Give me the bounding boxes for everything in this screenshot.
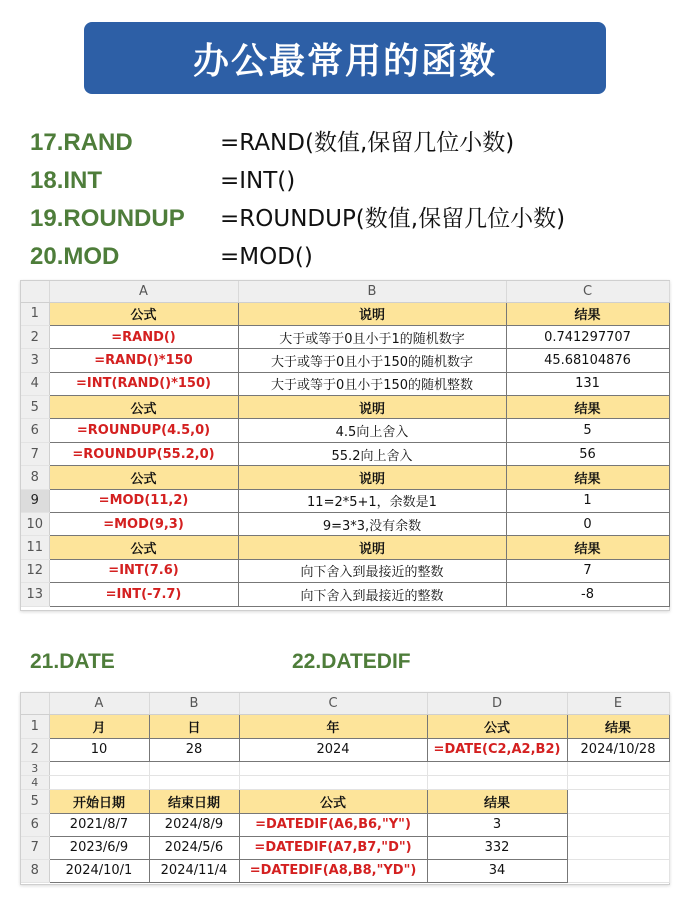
column-header[interactable]: B — [149, 693, 239, 714]
cell-start-date[interactable]: 2024/10/1 — [49, 859, 149, 882]
row-header[interactable]: 12 — [21, 559, 49, 582]
table-row — [21, 583, 669, 606]
cell-formula[interactable]: =DATEDIF(A8,B8,"YD") — [239, 859, 427, 882]
cell-result[interactable]: 5 — [506, 419, 669, 442]
cell-description[interactable]: 向下舍入到最接近的整数 — [238, 583, 506, 606]
cell-formula[interactable]: =INT(RAND()*150) — [49, 372, 238, 395]
header-cell-day[interactable]: 日 — [149, 714, 239, 738]
header-cell-description[interactable]: 说明 — [238, 536, 506, 559]
row-header[interactable]: 6 — [21, 419, 49, 442]
table-row — [21, 738, 669, 761]
row-header[interactable]: 7 — [21, 836, 49, 859]
cell-formula[interactable]: =MOD(11,2) — [49, 489, 238, 512]
table-row — [21, 836, 669, 859]
cell-month[interactable]: 10 — [49, 738, 149, 761]
column-header[interactable]: D — [427, 693, 567, 714]
title-banner — [84, 22, 606, 94]
row-header[interactable]: 6 — [21, 813, 49, 836]
cell-formula[interactable]: =ROUNDUP(4.5,0) — [49, 419, 238, 442]
header-cell-result[interactable]: 结果 — [506, 396, 669, 419]
row-header[interactable]: 3 — [21, 349, 49, 372]
function-name: 18.INT — [30, 167, 103, 194]
table-row — [21, 372, 669, 395]
cell-formula[interactable]: =DATEDIF(A7,B7,"D") — [239, 836, 427, 859]
table-row — [21, 349, 669, 372]
cell-result[interactable]: 1 — [506, 489, 669, 512]
cell-description[interactable]: 4.5向上舍入 — [238, 419, 506, 442]
cell-result[interactable]: 332 — [427, 836, 567, 859]
cell-result[interactable]: 2024/10/28 — [567, 738, 669, 761]
table-row — [21, 761, 669, 775]
function-name: 20.MOD — [30, 243, 120, 270]
row-header[interactable]: 5 — [21, 789, 49, 813]
spreadsheet-functions — [20, 280, 670, 611]
cell-result[interactable]: -8 — [506, 583, 669, 606]
cell-day[interactable]: 28 — [149, 738, 239, 761]
header-cell-description[interactable]: 说明 — [238, 302, 506, 325]
cell-description[interactable]: 向下舍入到最接近的整数 — [238, 559, 506, 582]
header-cell-result[interactable]: 结果 — [506, 302, 669, 325]
row-header[interactable]: 2 — [21, 325, 49, 348]
function-line-mod — [0, 240, 690, 274]
table-row — [21, 859, 669, 882]
sheet2-table — [21, 693, 670, 883]
header-row — [21, 396, 669, 419]
header-cell-description[interactable]: 说明 — [238, 466, 506, 489]
cell-formula[interactable]: =RAND() — [49, 325, 238, 348]
cell-end-date[interactable]: 2024/8/9 — [149, 813, 239, 836]
cell-year[interactable]: 2024 — [239, 738, 427, 761]
empty-cell[interactable] — [567, 789, 669, 813]
cell-result[interactable]: 56 — [506, 442, 669, 465]
spreadsheet-dates — [20, 692, 670, 885]
cell-result[interactable]: 3 — [427, 813, 567, 836]
section-title-date: 21.DATE — [30, 650, 115, 673]
header-row — [21, 466, 669, 489]
function-syntax: =INT() — [220, 168, 296, 194]
function-line-roundup — [0, 202, 690, 236]
row-header[interactable]: 1 — [21, 714, 49, 738]
column-header[interactable]: B — [238, 281, 506, 302]
table-row — [21, 325, 669, 348]
column-header[interactable]: E — [567, 693, 669, 714]
empty-cell[interactable] — [149, 775, 239, 789]
empty-cell[interactable] — [149, 761, 239, 775]
row-header[interactable]: 9 — [21, 489, 49, 512]
table-row — [21, 489, 669, 512]
corner-cell[interactable] — [21, 281, 49, 302]
header-cell-formula[interactable]: 公式 — [49, 396, 238, 419]
column-header[interactable]: C — [239, 693, 427, 714]
cell-formula[interactable]: =MOD(9,3) — [49, 513, 238, 536]
cell-description[interactable]: 55.2向上舍入 — [238, 442, 506, 465]
table-row — [21, 513, 669, 536]
cell-description[interactable]: 大于或等于0且小于150的随机整数 — [238, 372, 506, 395]
cell-formula[interactable]: =RAND()*150 — [49, 349, 238, 372]
table-row — [21, 419, 669, 442]
cell-formula[interactable]: =DATE(C2,A2,B2) — [427, 738, 567, 761]
function-name: 17.RAND — [30, 129, 133, 156]
cell-result[interactable]: 34 — [427, 859, 567, 882]
cell-formula[interactable]: =ROUNDUP(55.2,0) — [49, 442, 238, 465]
row-header[interactable]: 8 — [21, 859, 49, 882]
empty-cell[interactable] — [239, 761, 427, 775]
header-cell-result[interactable]: 结果 — [506, 536, 669, 559]
row-header[interactable]: 11 — [21, 536, 49, 559]
column-header[interactable]: A — [49, 281, 238, 302]
cell-description[interactable]: 大于或等于0且小于150的随机数字 — [238, 349, 506, 372]
header-cell-description[interactable]: 说明 — [238, 396, 506, 419]
empty-cell[interactable] — [49, 761, 149, 775]
header-cell-month[interactable]: 月 — [49, 714, 149, 738]
header-cell-formula[interactable]: 公式 — [49, 466, 238, 489]
header-cell-result[interactable]: 结果 — [427, 789, 567, 813]
table-row — [21, 813, 669, 836]
cell-description[interactable]: 9=3*3,没有余数 — [238, 513, 506, 536]
cell-result[interactable]: 0.741297707 — [506, 325, 669, 348]
row-header[interactable]: 4 — [21, 775, 49, 789]
cell-formula[interactable]: =INT(7.6) — [49, 559, 238, 582]
cell-start-date[interactable]: 2021/8/7 — [49, 813, 149, 836]
function-line-rand — [0, 126, 690, 160]
function-syntax: =ROUNDUP(数值,保留几位小数) — [220, 206, 566, 232]
function-line-int — [0, 164, 690, 198]
empty-cell[interactable] — [427, 775, 567, 789]
cell-formula[interactable]: =INT(-7.7) — [49, 583, 238, 606]
header-row — [21, 302, 669, 325]
column-header[interactable]: A — [49, 693, 149, 714]
row-header[interactable]: 1 — [21, 302, 49, 325]
empty-cell[interactable] — [567, 813, 669, 836]
cell-result[interactable]: 45.68104876 — [506, 349, 669, 372]
cell-description[interactable]: 11=2*5+1，余数是1 — [238, 489, 506, 512]
row-header[interactable]: 13 — [21, 583, 49, 606]
row-header[interactable]: 2 — [21, 738, 49, 761]
row-header[interactable]: 7 — [21, 442, 49, 465]
cell-start-date[interactable]: 2023/6/9 — [49, 836, 149, 859]
banner-title: 办公最常用的函数 — [192, 40, 497, 82]
header-cell-start-date[interactable]: 开始日期 — [49, 789, 149, 813]
empty-cell[interactable] — [567, 775, 669, 789]
cell-end-date[interactable]: 2024/11/4 — [149, 859, 239, 882]
table-row — [21, 775, 669, 789]
header-cell-result[interactable]: 结果 — [506, 466, 669, 489]
header-cell-formula[interactable]: 公式 — [49, 536, 238, 559]
row-header[interactable]: 10 — [21, 513, 49, 536]
function-syntax: =RAND(数值,保留几位小数) — [220, 130, 515, 156]
table-row — [21, 714, 669, 738]
header-cell-formula[interactable]: 公式 — [239, 789, 427, 813]
header-cell-formula[interactable]: 公式 — [49, 302, 238, 325]
header-row — [21, 536, 669, 559]
function-syntax: =MOD() — [220, 244, 313, 270]
table-row — [21, 789, 669, 813]
column-header-row — [21, 693, 669, 714]
cell-result[interactable]: 0 — [506, 513, 669, 536]
empty-cell[interactable] — [427, 761, 567, 775]
header-cell-formula[interactable]: 公式 — [427, 714, 567, 738]
cell-result[interactable]: 7 — [506, 559, 669, 582]
sheet1-table — [21, 281, 670, 607]
cell-description[interactable]: 大于或等于0且小于1的随机数字 — [238, 325, 506, 348]
cell-formula[interactable]: =DATEDIF(A6,B6,"Y") — [239, 813, 427, 836]
header-cell-result[interactable]: 结果 — [567, 714, 669, 738]
header-cell-end-date[interactable]: 结束日期 — [149, 789, 239, 813]
empty-cell[interactable] — [567, 836, 669, 859]
empty-cell[interactable] — [239, 775, 427, 789]
corner-cell[interactable] — [21, 693, 49, 714]
row-header[interactable]: 5 — [21, 396, 49, 419]
cell-result[interactable]: 131 — [506, 372, 669, 395]
row-header[interactable]: 8 — [21, 466, 49, 489]
function-name: 19.ROUNDUP — [30, 205, 185, 232]
cell-end-date[interactable]: 2024/5/6 — [149, 836, 239, 859]
row-header[interactable]: 4 — [21, 372, 49, 395]
column-header-row — [21, 281, 669, 302]
column-header[interactable]: C — [506, 281, 669, 302]
header-cell-year[interactable]: 年 — [239, 714, 427, 738]
table-row — [21, 559, 669, 582]
empty-cell[interactable] — [567, 859, 669, 882]
empty-cell[interactable] — [49, 775, 149, 789]
row-header[interactable]: 3 — [21, 761, 49, 775]
table-row — [21, 442, 669, 465]
empty-cell[interactable] — [567, 761, 669, 775]
section-title-datedif: 22.DATEDIF — [292, 650, 411, 673]
